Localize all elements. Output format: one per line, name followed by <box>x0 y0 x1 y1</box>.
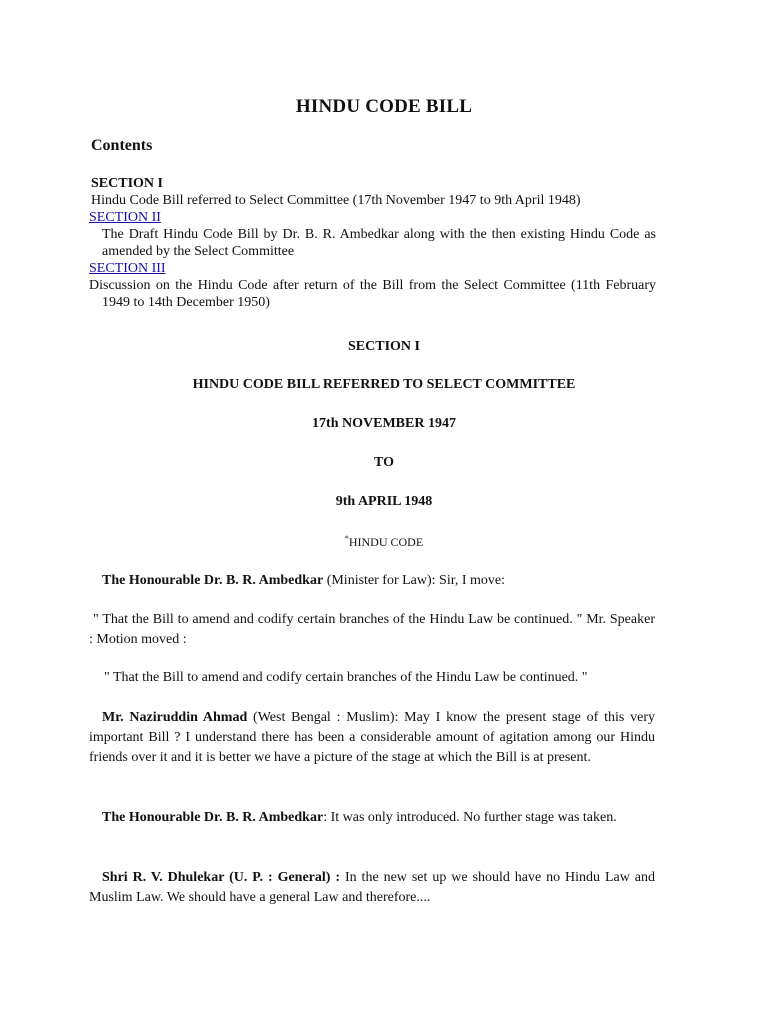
table-of-contents <box>89 175 656 311</box>
toc-entry-section-1 <box>89 175 656 209</box>
paragraph-naziruddin <box>89 708 655 768</box>
speech-text: (Minister for Law): Sir, I move: <box>323 573 505 588</box>
speech-text: In the new set up we should have no Hindu Law and Muslim Law. We should have a general Law and therefore.... <box>89 870 655 905</box>
contents-heading: Contents <box>91 137 153 154</box>
hindu-code-label <box>0 534 768 550</box>
toc-section-2-link[interactable]: SECTION II <box>89 210 161 225</box>
speaker-name: The Honourable Dr. B. R. Ambedkar <box>102 573 324 588</box>
speech-text: " That the Bill to amend and codify certain branches of the Hindu Law be continued. " <box>104 670 588 685</box>
speech-text: : It was only introduced. No further stage was taken. <box>323 810 617 825</box>
speaker-name: Shri R. V. Dhulekar (U. P. : General) : <box>102 870 341 885</box>
document-title: HINDU CODE BILL <box>295 96 473 117</box>
toc-section-1-description: Hindu Code Bill referred to Select Committee (17th November 1947 to 9th April 1948) <box>91 193 581 208</box>
toc-entry-section-3 <box>89 260 656 311</box>
paragraph-ambedkar-motion <box>89 571 655 591</box>
speech-text: " That the Bill to amend and codify certain branches of the Hindu Law be continued. " Mr. Speaker : Motion moved : <box>89 612 655 647</box>
hindu-code-text: HINDU CODE <box>348 535 424 549</box>
date-from: 17th NOVEMBER 1947 <box>312 416 456 431</box>
date-to: 9th APRIL 1948 <box>335 494 433 509</box>
toc-section-3-description: Discussion on the Hindu Code after return of the Bill from the Select Committee (11th February 1949 to 14th December 1950) <box>89 278 656 310</box>
paragraph-ambedkar-reply <box>89 808 655 828</box>
speaker-name: Mr. Naziruddin Ahmad <box>102 710 248 725</box>
toc-section-1-label: SECTION I <box>91 176 163 191</box>
paragraph-motion-quote <box>89 610 655 650</box>
toc-entry-section-2 <box>89 209 656 260</box>
speaker-name: The Honourable Dr. B. R. Ambedkar <box>102 810 324 825</box>
speech-text: (West Bengal : Muslim): May I know the present stage of this very important Bill ? I understand there has been a considerable amount of agitation among our Hindu friends over it and it is better we have a picture of the stage at which the Bill is at present. <box>89 710 655 765</box>
section-subheading: HINDU CODE BILL REFERRED TO SELECT COMMITTEE <box>192 377 576 392</box>
footnote-marker: * <box>344 534 349 543</box>
date-separator: TO <box>374 455 394 470</box>
paragraph-motion-moved <box>89 668 655 688</box>
toc-section-3-link[interactable]: SECTION III <box>89 261 166 276</box>
paragraph-dhulekar <box>89 868 655 908</box>
section-heading: SECTION I <box>348 339 420 354</box>
toc-section-2-description: The Draft Hindu Code Bill by Dr. B. R. Ambedkar along with the then existing Hindu Code as amended by the Select Committee <box>102 227 656 259</box>
